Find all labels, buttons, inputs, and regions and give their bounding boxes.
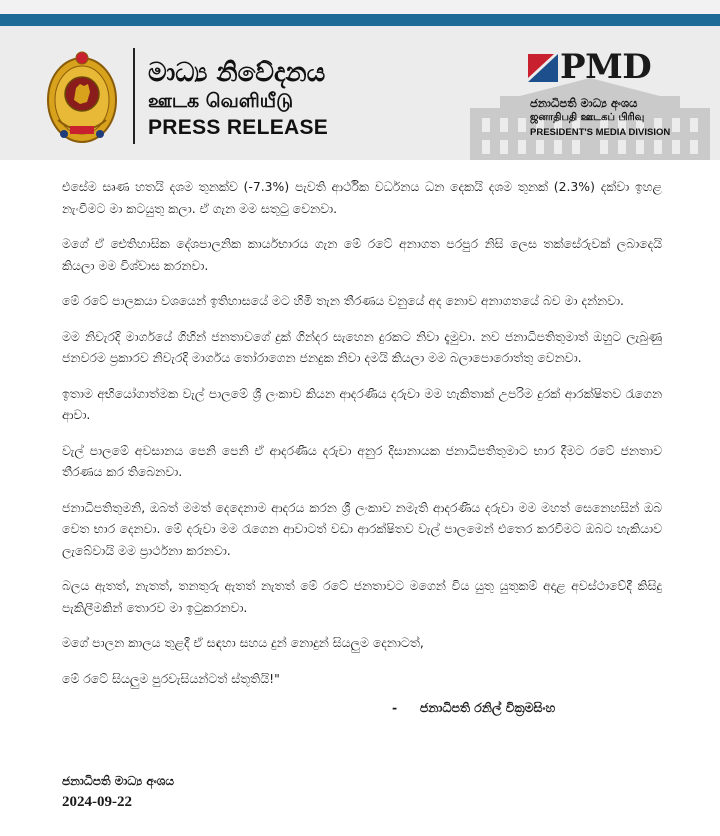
body-paragraph: මගේ ඒ ඓතිහාසික දේශපාලනික කාර්යභාරය ගැන මේ රටේ අනාගත පරපුර නිසි ලෙස තක්සේරුවක් ලබාදෙයි කියලා මම විශ්වාස කරනවා.: [62, 236, 662, 273]
header-divider: [133, 48, 135, 144]
pmd-logo-text: PMD: [560, 47, 652, 87]
signature: [392, 700, 555, 716]
footer-organization: ජනාධිපති මාධ්‍ය අංශය: [62, 774, 175, 788]
body-paragraph: බලය ඇතත්, නැතත්, තනතුරු ඇතත් නැතත් මේ රටේ ජනතාවට මගෙන් විය යුතු යුතුකම් අදාළ අවස්ථාවේදී කිසිදු පැකිලීමකින් තොරව මා ඉටුකරනවා.: [62, 578, 662, 615]
title-tamil: ஊடக வெளியீடு: [148, 90, 294, 112]
pmd-logo-icon: [528, 54, 558, 82]
national-emblem-icon: [44, 48, 120, 148]
body-paragraph: මේ රටේ පාලකයා වශයෙන් ඉතිහාසයේ මට හිමි තැන තීරණය වනුයේ අද නොව අනාගතයේ බව මා දන්නවා.: [62, 293, 625, 308]
title-sinhala: මාධ්‍ය නිවේදනය: [148, 58, 326, 88]
signature-dash: -: [392, 700, 398, 715]
signature-name: ජනාධිපති රනිල් වික්‍රමසිංහ: [419, 700, 556, 715]
press-release-body: [62, 176, 662, 703]
org-name-tamil: ஜனாதிபதி ஊடகப் பிரிவு: [530, 112, 645, 123]
top-accent-stripe: [0, 14, 720, 26]
body-paragraph: ඉතාම අභියෝගාත්මක වැල් පාලමේ ශ්‍රී ලංකාව කියන ආදරණීය දරුවා මම හැකිතාක් උපරිම දුරක් ආරක්ෂිතව රැගෙන ආවා.: [62, 385, 662, 422]
body-paragraph: මගේ පාලන කාලය තුළදී ඒ සඳහා සහය දුන් නොදුන් සියලුම දෙනාටත්,: [62, 635, 424, 650]
body-paragraph: මේ රටේ සියලුම පුරවැසියන්ටත් ස්තූතියි!": [62, 670, 280, 686]
body-paragraph: ජනාධිපතිතුමනි, ඔබත් මමත් දෙදෙනාම ආදරය කරන ශ්‍රී ලංකාව නමැති ආදරණීය දරුවා මම මහත් සෙනෙහසින් ඔබ වෙත භාර දෙනවා. මේ දරුවා මම රැගෙන ආවාටත් වඩා ආරක්ෂිතව වැල් පාලමෙන් එතෙර කරවීමට ඔබට හැකියාව ලැබේවායි මම ප්‍රාර්ථනා කරනවා.: [62, 499, 662, 558]
body-paragraph: මම නිවැරදි මාර්ගයේ ගිහින් ජනතාවගේ දුක් ගින්දර සැහෙන දුරකට නිවා දැමුවා. නව ජනාධිපතිතුමාත් ඔහුට ලැබුණු ජනවරම ප්‍රකාරව නිවැරදි මාර්ගය තෝරාගෙන ජනදුක නිවා දමයි කියලා මම බලාපොරොත්තු වෙනවා.: [62, 328, 662, 365]
letterhead: [0, 26, 720, 160]
body-paragraph: එසේම සෘණ හතයි දශම තුනක්ව (-7.3%) පැවති ආර්ථික වර්ධනය ධන දෙකයි දශම තුනක් (2.3%) දක්වා ඉහළ නැංවීමට මා කටයුතු කලා. ඒ ගැන මම සතුටු වෙනවා.: [62, 179, 662, 216]
org-name-sinhala: ජනාධිපති මාධ්‍ය අංශය: [530, 96, 638, 110]
body-paragraph: වැල් පාලමේ අවසානය පෙනි පෙනි ඒ ආදරණීය දරුවා අනුර දිසානායක ජනාධිපතිතුමාට භාර දීමට රටේ ජනතාව තීරණය කර තිබෙනවා.: [62, 442, 662, 479]
footer-date: 2024-09-22: [62, 794, 132, 810]
org-name-english: PRESIDENT'S MEDIA DIVISION: [530, 127, 671, 138]
title-english: PRESS RELEASE: [148, 116, 329, 139]
